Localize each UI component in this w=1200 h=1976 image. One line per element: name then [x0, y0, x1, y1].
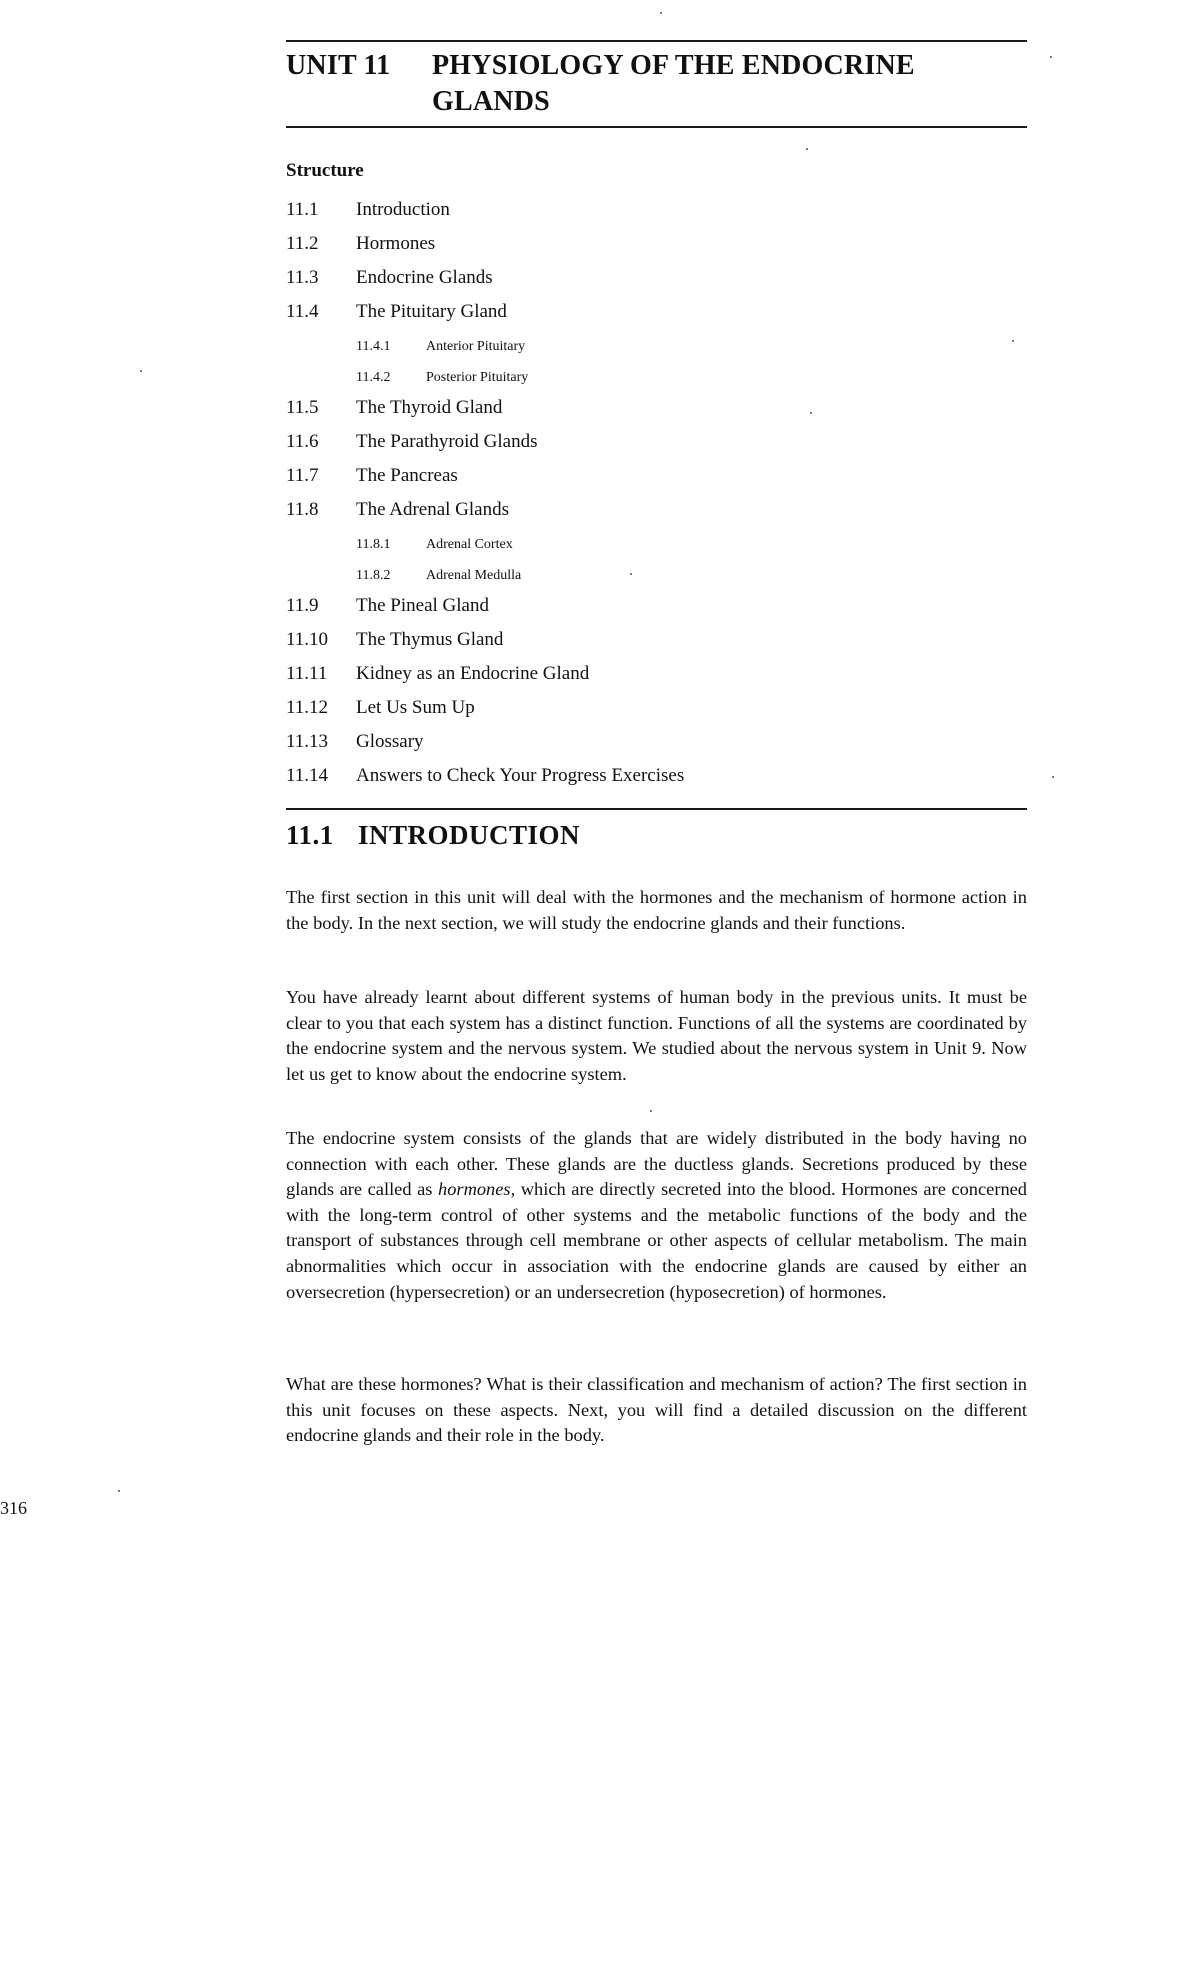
heading-rule: [286, 126, 1027, 128]
structure-subitem: [286, 331, 1027, 362]
structure-item-number: 11.5: [286, 397, 319, 418]
structure-item-label: The Pineal Gland: [356, 595, 489, 616]
structure-item-number: 11.9: [286, 595, 319, 616]
structure-item-number: 11.13: [286, 731, 329, 752]
structure-item-number: 11.8: [286, 499, 319, 520]
structure-item-number: 11.8.1: [356, 537, 391, 552]
structure-item: [286, 195, 1027, 229]
structure-item-label: The Pituitary Gland: [356, 301, 507, 322]
structure-item: [286, 625, 1027, 659]
structure-item-label: The Thymus Gland: [356, 629, 504, 650]
structure-list: [286, 195, 1027, 795]
intro-paragraph-3: [286, 1126, 1027, 1305]
structure-item-label: Kidney as an Endocrine Gland: [356, 663, 590, 684]
intro-paragraph-3-start: The endocrine system consists of the glands that are widely distributed in the body having no connection with each other. These glands are the ductless glands. Secretions produced by these glands are called as: [286, 1128, 1027, 1200]
structure-item: [286, 727, 1027, 761]
structure-item: [286, 495, 1027, 529]
scan-speck: [660, 12, 662, 14]
structure-item-number: 11.4: [286, 301, 319, 322]
structure-item-number: 11.4.1: [356, 339, 391, 354]
intro-paragraph-3-end: which are directly secreted into the blood. Hormones are concerned with the long-term control of other systems and the metabolic functions of the body and the transport of substances through cell membrane or other aspects of cellular metabolism. The main abnormalities which occur in association with the endocrine glands are caused by either an oversecretion (hypersecretion) or an undersecretion (hyposecretion) of hormones.: [286, 1179, 1027, 1302]
structure-item-label: Adrenal Medulla: [426, 568, 522, 583]
structure-item: [286, 591, 1027, 625]
structure-item-number: 11.11: [286, 663, 328, 684]
structure-item-label: The Pancreas: [356, 465, 458, 486]
structure-item: [286, 297, 1027, 331]
structure-subitem: [286, 362, 1027, 393]
scan-speck: [806, 148, 808, 150]
scan-speck: [1012, 340, 1014, 342]
structure-item-number: 11.14: [286, 765, 329, 786]
structure-item-number: 11.3: [286, 267, 319, 288]
structure-item-number: 11.6: [286, 431, 319, 452]
structure-item: [286, 761, 1027, 795]
structure-item-label: Hormones: [356, 233, 436, 254]
structure-item-label: Adrenal Cortex: [426, 537, 513, 552]
structure-item-label: Endocrine Glands: [356, 267, 493, 288]
scan-speck: [810, 412, 812, 414]
structure-item-number: 11.12: [286, 697, 329, 718]
top-rule: [286, 40, 1027, 42]
structure-item-number: 11.7: [286, 465, 319, 486]
section-heading: [286, 820, 580, 851]
structure-item-label: Posterior Pituitary: [426, 370, 529, 385]
scan-speck: [140, 370, 142, 372]
structure-item: [286, 461, 1027, 495]
unit-title: PHYSIOLOGY OF THE ENDOCRINE GLANDS: [432, 50, 915, 117]
structure-item: [286, 393, 1027, 427]
intro-paragraph-4: What are these hormones? What is their classification and mechanism of action? The first section in this unit focuses on these aspects. Next, you will find a detailed discussion on the different endocrine glands and their role in the body.: [286, 1374, 1027, 1446]
section-rule: [286, 808, 1027, 810]
scan-speck: [1050, 56, 1052, 58]
hormones-term: hormones,: [438, 1179, 516, 1200]
scan-speck: [630, 573, 632, 575]
structure-item-number: 11.10: [286, 629, 329, 650]
structure-item-number: 11.2: [286, 233, 319, 254]
structure-item-label: The Adrenal Glands: [356, 499, 510, 520]
structure-item-label: The Thyroid Gland: [356, 397, 503, 418]
structure-subitem: [286, 560, 1027, 591]
structure-item: [286, 263, 1027, 297]
structure-item-label: Glossary: [356, 731, 424, 752]
structure-item-label: Introduction: [356, 199, 450, 220]
page-number: 316: [0, 1498, 27, 1518]
structure-label: Structure: [286, 160, 364, 181]
section-number: 11.1: [286, 820, 334, 850]
structure-item: [286, 229, 1027, 263]
scan-speck: [118, 1490, 120, 1492]
section-title: INTRODUCTION: [358, 820, 581, 850]
unit-number: UNIT 11: [286, 50, 391, 81]
structure-item-label: The Parathyroid Glands: [356, 431, 538, 452]
structure-item-label: Answers to Check Your Progress Exercises: [356, 765, 685, 786]
intro-paragraph-1: The first section in this unit will deal with the hormones and the mechanism of hormone action in the body. In the next section, we will study the endocrine glands and their functions.: [286, 887, 1027, 933]
scan-speck: [650, 1110, 652, 1112]
structure-item-number: 11.1: [286, 199, 319, 220]
scan-speck: [1052, 776, 1054, 778]
structure-item-label: Anterior Pituitary: [426, 339, 526, 354]
structure-subitem: [286, 529, 1027, 560]
structure-item-label: Let Us Sum Up: [356, 697, 475, 718]
structure-item: [286, 427, 1027, 461]
structure-item: [286, 693, 1027, 727]
intro-paragraph-2: You have already learnt about different systems of human body in the previous units. It must be clear to you that each system has a distinct function. Functions of all the systems are coordinated by the endocrine system and the nervous system. We studied about the nervous system in Unit 9. Now let us get to know about the endocrine system.: [286, 987, 1027, 1084]
structure-item: [286, 659, 1027, 693]
structure-item-number: 11.4.2: [356, 370, 391, 385]
structure-item-number: 11.8.2: [356, 568, 391, 583]
